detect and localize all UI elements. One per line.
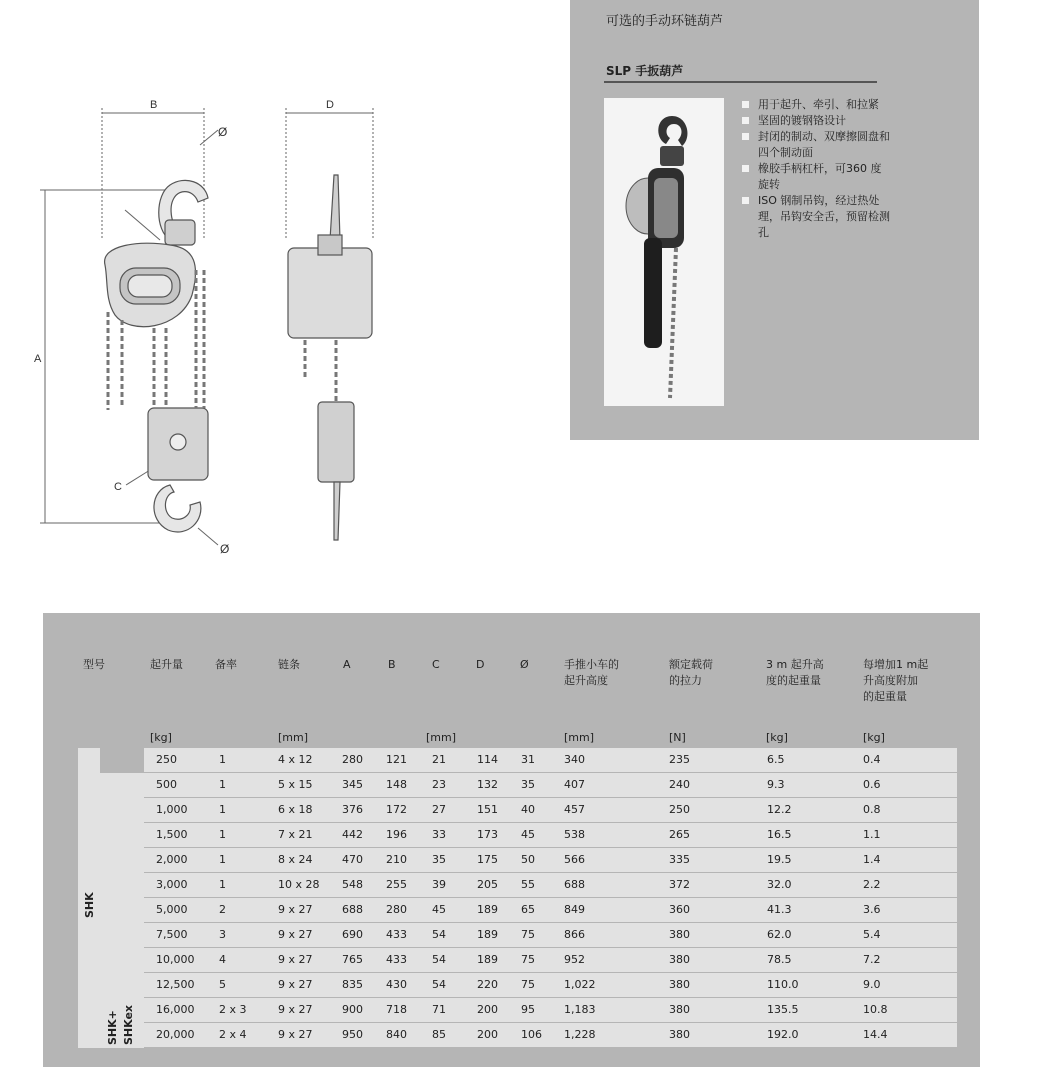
header-dia: Ø	[520, 658, 529, 671]
cell-cap: 5,000	[156, 903, 188, 916]
cell-d: 205	[477, 878, 498, 891]
table-corner	[100, 748, 144, 773]
cell-a: 442	[342, 828, 363, 841]
header-line: 的起重量	[863, 690, 907, 703]
section-divider	[604, 81, 877, 83]
dimension-label-dia-bottom: Ø	[220, 542, 230, 556]
cell-extra: 14.4	[863, 1028, 888, 1041]
cell-trolley: 1,183	[564, 1003, 596, 1016]
cell-extra: 7.2	[863, 953, 881, 966]
header-ratio: 备率	[215, 658, 237, 671]
header-weight	[766, 657, 824, 689]
cell-pull: 360	[669, 903, 690, 916]
cell-b: 172	[386, 803, 407, 816]
group-column-shk	[78, 748, 100, 1048]
header-c: C	[432, 658, 440, 671]
table-row	[144, 773, 957, 798]
table-row	[144, 823, 957, 848]
cell-cap: 3,000	[156, 878, 188, 891]
cell-weight: 192.0	[767, 1028, 799, 1041]
cell-extra: 3.6	[863, 903, 881, 916]
cell-extra: 0.4	[863, 753, 881, 766]
header-line: 度的起重量	[766, 674, 821, 687]
cell-d: 189	[477, 903, 498, 916]
cell-pull: 335	[669, 853, 690, 866]
cell-chain: 9 x 27	[278, 1028, 313, 1041]
cell-chain: 9 x 27	[278, 1003, 313, 1016]
cell-chain: 5 x 15	[278, 778, 313, 791]
cell-trolley: 688	[564, 878, 585, 891]
cell-pull: 235	[669, 753, 690, 766]
cell-c: 45	[432, 903, 446, 916]
cell-pull: 265	[669, 828, 690, 841]
cell-ratio: 3	[219, 928, 226, 941]
cell-b: 280	[386, 903, 407, 916]
cell-pull: 380	[669, 953, 690, 966]
cell-ratio: 2 x 3	[219, 1003, 247, 1016]
cell-chain: 4 x 12	[278, 753, 313, 766]
cell-cap: 16,000	[156, 1003, 195, 1016]
cell-ratio: 1	[219, 853, 226, 866]
cell-trolley: 457	[564, 803, 585, 816]
cell-dia: 55	[521, 878, 535, 891]
cell-chain: 10 x 28	[278, 878, 320, 891]
cell-pull: 380	[669, 1028, 690, 1041]
cell-a: 900	[342, 1003, 363, 1016]
cell-dia: 106	[521, 1028, 542, 1041]
feature-item: 橡胶手柄杠杆，可360 度旋转	[742, 161, 892, 193]
cell-b: 718	[386, 1003, 407, 1016]
cell-b: 433	[386, 953, 407, 966]
cell-extra: 1.4	[863, 853, 881, 866]
cell-trolley: 952	[564, 953, 585, 966]
group-label-shk: SHK	[83, 892, 96, 918]
cell-a: 345	[342, 778, 363, 791]
header-trolley-height	[564, 657, 619, 689]
cell-dia: 95	[521, 1003, 535, 1016]
cell-ratio: 2 x 4	[219, 1028, 247, 1041]
cell-dia: 75	[521, 928, 535, 941]
cell-weight: 32.0	[767, 878, 792, 891]
cell-extra: 9.0	[863, 978, 881, 991]
cell-pull: 380	[669, 1003, 690, 1016]
cell-trolley: 407	[564, 778, 585, 791]
unit-kg: [kg]	[766, 731, 788, 744]
cell-trolley: 1,228	[564, 1028, 596, 1041]
table-row	[144, 873, 957, 898]
cell-a: 688	[342, 903, 363, 916]
dimension-label-d: D	[326, 99, 334, 111]
cell-ratio: 1	[219, 803, 226, 816]
specification-table	[43, 613, 980, 1067]
cell-d: 114	[477, 753, 498, 766]
cell-d: 173	[477, 828, 498, 841]
cell-chain: 9 x 27	[278, 953, 313, 966]
header-capacity: 起升量	[150, 658, 183, 671]
cell-d: 189	[477, 953, 498, 966]
cell-weight: 110.0	[767, 978, 799, 991]
cell-chain: 8 x 24	[278, 853, 313, 866]
cell-trolley: 340	[564, 753, 585, 766]
cell-a: 950	[342, 1028, 363, 1041]
cell-a: 690	[342, 928, 363, 941]
dimension-label-c: C	[114, 481, 122, 493]
header-line: 手推小车的	[564, 658, 619, 671]
cell-pull: 250	[669, 803, 690, 816]
cell-c: 85	[432, 1028, 446, 1041]
cell-trolley: 538	[564, 828, 585, 841]
cell-weight: 16.5	[767, 828, 792, 841]
group-label-shk-plus: SHK+	[106, 1010, 119, 1045]
header-pull-force	[669, 657, 713, 689]
cell-c: 27	[432, 803, 446, 816]
cell-chain: 7 x 21	[278, 828, 313, 841]
table-row	[144, 1023, 957, 1048]
cell-weight: 78.5	[767, 953, 792, 966]
cell-ratio: 2	[219, 903, 226, 916]
cell-pull: 372	[669, 878, 690, 891]
cell-cap: 10,000	[156, 953, 195, 966]
header-line: 起升高度	[564, 674, 608, 687]
cell-chain: 9 x 27	[278, 978, 313, 991]
cell-cap: 7,500	[156, 928, 188, 941]
table-row	[144, 948, 957, 973]
cell-cap: 250	[156, 753, 177, 766]
header-line: 3 m 起升高	[766, 658, 824, 671]
cell-c: 39	[432, 878, 446, 891]
header-model: 型号	[83, 658, 105, 671]
cell-dia: 75	[521, 953, 535, 966]
cell-c: 21	[432, 753, 446, 766]
cell-weight: 41.3	[767, 903, 792, 916]
header-d: D	[476, 658, 485, 671]
cell-extra: 5.4	[863, 928, 881, 941]
table-row	[144, 848, 957, 873]
cell-weight: 9.3	[767, 778, 785, 791]
cell-c: 33	[432, 828, 446, 841]
cell-a: 548	[342, 878, 363, 891]
cell-a: 376	[342, 803, 363, 816]
cell-weight: 135.5	[767, 1003, 799, 1016]
feature-item: 坚固的镀钢铬设计	[742, 113, 892, 129]
cell-d: 175	[477, 853, 498, 866]
cell-weight: 62.0	[767, 928, 792, 941]
cell-pull: 380	[669, 928, 690, 941]
cell-extra: 0.8	[863, 803, 881, 816]
cell-dia: 75	[521, 978, 535, 991]
dimension-label-dia-top: Ø	[218, 125, 228, 139]
cell-b: 196	[386, 828, 407, 841]
feature-item: 用于起升、牵引、和拉紧	[742, 97, 892, 113]
table-row	[144, 798, 957, 823]
header-line: 的拉力	[669, 674, 702, 687]
cell-weight: 6.5	[767, 753, 785, 766]
unit-mm: [mm]	[564, 731, 595, 744]
cell-c: 54	[432, 928, 446, 941]
cell-b: 148	[386, 778, 407, 791]
cell-extra: 10.8	[863, 1003, 888, 1016]
unit-kg: [kg]	[863, 731, 885, 744]
cell-b: 121	[386, 753, 407, 766]
cell-d: 151	[477, 803, 498, 816]
cell-b: 430	[386, 978, 407, 991]
cell-trolley: 866	[564, 928, 585, 941]
hoist-dimension-drawing	[30, 90, 390, 570]
cell-a: 765	[342, 953, 363, 966]
cell-a: 470	[342, 853, 363, 866]
table-row	[144, 748, 957, 773]
cell-cap: 1,000	[156, 803, 188, 816]
cell-dia: 65	[521, 903, 535, 916]
cell-c: 35	[432, 853, 446, 866]
cell-c: 71	[432, 1003, 446, 1016]
cell-extra: 2.2	[863, 878, 881, 891]
cell-a: 280	[342, 753, 363, 766]
header-b: B	[388, 658, 396, 671]
cell-pull: 240	[669, 778, 690, 791]
header-extra-weight	[863, 657, 928, 705]
cell-dia: 35	[521, 778, 535, 791]
cell-weight: 12.2	[767, 803, 792, 816]
cell-trolley: 849	[564, 903, 585, 916]
table-row	[144, 998, 957, 1023]
table-body	[144, 748, 957, 1048]
cell-extra: 0.6	[863, 778, 881, 791]
group-column-shk-plus	[100, 773, 144, 1048]
cell-b: 433	[386, 928, 407, 941]
table-row	[144, 923, 957, 948]
feature-item: ISO 钢制吊钩，经过热处理，吊钩安全舌，预留检测孔	[742, 193, 892, 241]
cell-weight: 19.5	[767, 853, 792, 866]
cell-dia: 31	[521, 753, 535, 766]
cell-ratio: 1	[219, 828, 226, 841]
cell-ratio: 1	[219, 753, 226, 766]
unit-mm: [mm]	[278, 731, 309, 744]
unit-mm: [mm]	[426, 731, 457, 744]
cell-cap: 20,000	[156, 1028, 195, 1041]
header-line: 额定载荷	[669, 658, 713, 671]
table-row	[144, 973, 957, 998]
group-label-shk-ex: SHKex	[122, 1004, 135, 1045]
cell-dia: 50	[521, 853, 535, 866]
header-a: A	[343, 658, 351, 671]
cell-trolley: 566	[564, 853, 585, 866]
cell-chain: 9 x 27	[278, 928, 313, 941]
cell-dia: 45	[521, 828, 535, 841]
cell-d: 132	[477, 778, 498, 791]
dimension-label-a: A	[34, 353, 42, 365]
slp-section-title: SLP 手扳葫芦	[606, 64, 684, 78]
cell-c: 23	[432, 778, 446, 791]
cell-cap: 12,500	[156, 978, 195, 991]
cell-b: 840	[386, 1028, 407, 1041]
cell-ratio: 1	[219, 878, 226, 891]
unit-kg: [kg]	[150, 731, 172, 744]
cell-ratio: 4	[219, 953, 226, 966]
header-line: 每增加1 m起	[863, 658, 929, 671]
cell-ratio: 5	[219, 978, 226, 991]
cell-cap: 2,000	[156, 853, 188, 866]
cell-b: 210	[386, 853, 407, 866]
cell-c: 54	[432, 978, 446, 991]
cell-chain: 6 x 18	[278, 803, 313, 816]
cell-d: 189	[477, 928, 498, 941]
cell-extra: 1.1	[863, 828, 881, 841]
cell-a: 835	[342, 978, 363, 991]
cell-b: 255	[386, 878, 407, 891]
cell-d: 220	[477, 978, 498, 991]
cell-cap: 1,500	[156, 828, 188, 841]
feature-item: 封闭的制动、双摩擦圆盘和四个制动面	[742, 129, 892, 161]
header-line: 升高度附加	[863, 674, 918, 687]
optional-hoist-panel	[570, 0, 979, 440]
dimension-label-b: B	[150, 99, 158, 111]
lever-hoist-photo	[604, 98, 724, 406]
panel-title: 可选的手动环链葫芦	[606, 14, 724, 29]
cell-d: 200	[477, 1003, 498, 1016]
cell-pull: 380	[669, 978, 690, 991]
header-chain: 链条	[278, 658, 300, 671]
cell-dia: 40	[521, 803, 535, 816]
table-row	[144, 898, 957, 923]
cell-c: 54	[432, 953, 446, 966]
cell-ratio: 1	[219, 778, 226, 791]
cell-chain: 9 x 27	[278, 903, 313, 916]
unit-n: [N]	[669, 731, 686, 744]
cell-d: 200	[477, 1028, 498, 1041]
cell-cap: 500	[156, 778, 177, 791]
feature-list	[742, 97, 892, 241]
cell-trolley: 1,022	[564, 978, 596, 991]
